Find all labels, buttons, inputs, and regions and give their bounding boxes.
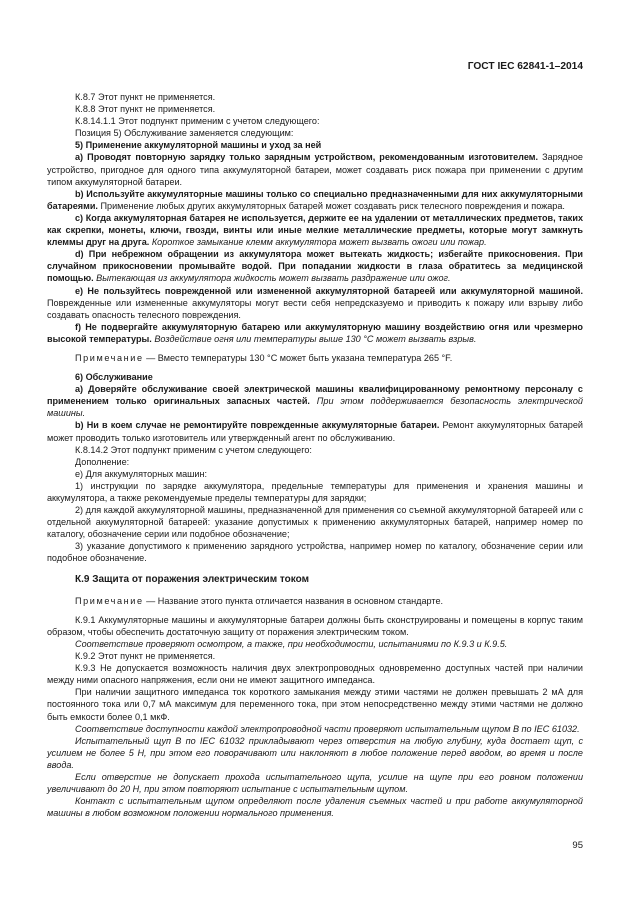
spacer: [47, 565, 583, 574]
clause-k92: К.9.2 Этот пункт не применяется.: [75, 651, 216, 662]
page-number: 95: [572, 840, 583, 851]
section-6-heading: 6) Обслуживание: [75, 372, 153, 383]
item-a-warning: a) Проводят повторную зарядку только зарядным устройством, рекомендованным изготовителем.: [75, 152, 539, 163]
item-d-warning: d) При небрежном обращении из аккумулятора может вытекать жидкость; избегайте прикосновения. При случайном прикосновении промывайте водой. При попадании жидкости в глаза обратитесь за медицинской помощью.: [47, 249, 583, 284]
item-e: [47, 285, 583, 321]
position-5-note: Позиция 5) Обслуживание заменяется следующим:: [75, 128, 294, 139]
test-paragraph-4: Контакт с испытательным щупом определяют после удаления съемных частей и при работе аккумуляторной машины в любом возможном положении нормального применения.: [47, 796, 583, 819]
note-1-label: Примечание: [75, 352, 144, 363]
clause-k8142: К.8.14.2 Этот подпункт применим с учетом следующего:: [75, 444, 312, 455]
item-d-text: Вытекающая из аккумулятора жидкость может вызвать раздражение или ожог.: [93, 273, 451, 284]
note-1: [47, 352, 583, 364]
item-6b-warning: b) Ни в коем случае не ремонтируйте поврежденные аккумуляторные батареи.: [75, 420, 440, 431]
item-d: [47, 248, 583, 284]
item-b: [47, 188, 583, 212]
item-b-text: Применение любых других аккумуляторных батарей может создавать риск телесного повреждения и пожара.: [97, 200, 565, 211]
item-6a-text: При этом поддерживается безопасность электрической машины.: [47, 396, 583, 419]
clause-k91-check: Соответствие проверяют осмотром, а также, при необходимости, испытаниями по К.9.3 и К.9.5.: [75, 638, 508, 649]
item-a-text: Зарядное устройство, пригодное для одного типа аккумуляторной батареи, может создавать риск пожара при применении с другим типом аккумуляторной батареи.: [47, 152, 583, 187]
test-paragraph-1: Соответствие доступности каждой электропроводной части проверяют испытательным щупом В по IEC 61032.: [75, 723, 580, 734]
item-c-warning: c) Когда аккумуляторная батарея не используется, держите ее на удалении от металлических предметов, таких как скрепки, монеты, ключи, гвозди, винты или иные мелкие металлические предметы, которые могут замкнуть клеммы друг на друга.: [47, 212, 583, 248]
test-paragraph-3: Если отверстие не допускает прохода испытательного щупа, усилие на щупе при его ровном положении увеличивают до 20 Н, при этом повторяют испытание с испытательным щупом.: [47, 771, 583, 795]
item-c: [47, 212, 583, 248]
spacer: [47, 345, 583, 352]
clause-k93: К.9.3 Не допускается возможность наличия двух электропроводных одновременно доступных частей при наличии между ними опасного напряжения, если они не имеют защитного импеданса.: [47, 663, 583, 686]
item-6a-warning: a) Доверяйте обслуживание своей электрической машины квалифицированному ремонтному персоналу с применением только оригинальных запасных частей.: [47, 384, 583, 407]
section-k9-title: К.9 Защита от поражения электрическим током: [75, 573, 310, 585]
addition-label: Дополнение:: [75, 456, 130, 467]
item-b-warning: b) Используйте аккумуляторные машины только со специально предназначенными для них аккумуляторными батареями.: [47, 188, 583, 211]
list-item-3: 3) указание допустимого к применению зарядного устройства, например номер по каталогу, обозначение серии или подобное обозначение.: [47, 541, 583, 564]
page-content: [47, 91, 583, 819]
impedance-paragraph: При наличии защитного импеданса ток короткого замыкания между этими частями не должен превышать 2 мА для постоянного тока или 0,7 мА максимум для переменного тока, при этом непосредственно между этими частями не должно быть емкости более 0,1 мкФ.: [47, 687, 583, 722]
note-2-text: — Название этого пункта отличается названия в основном стандарте.: [143, 595, 444, 606]
spacer: [47, 364, 583, 371]
test-paragraph-2: Испытательный щуп В по IEC 61032 прикладывают через отверстия на любую глубину, куда достает щуп, с усилием не более 5 Н, при этом его поворачивают или наклоняют в любое положение перед вводом, во время и после ввода.: [47, 735, 583, 770]
item-e-battery: е) Для аккумуляторных машин:: [75, 468, 208, 479]
spacer: [47, 586, 583, 595]
item-e-warning: e) Не пользуйтесь поврежденной или измененной аккумуляторной батареей или аккумуляторной машиной.: [75, 285, 583, 296]
document-id: ГОСТ IEC 62841-1–2014: [467, 61, 583, 72]
item-a: [47, 151, 583, 187]
note-2: [47, 595, 583, 607]
section-5-heading: 5) Применение аккумуляторной машины и уход за ней: [75, 140, 322, 151]
item-e-text: Поврежденные или измененные аккумуляторы могут вести себя непредсказуемо и приводить к пожару или взрыву либо создавать опасность телесного повреждения.: [47, 297, 583, 320]
item-f-warning: f) Не подвергайте аккумуляторную батарею или аккумуляторную машину воздействию огня или чрезмерно высокой температуры.: [47, 321, 583, 344]
item-f: [47, 321, 583, 345]
item-6b: [47, 419, 583, 443]
list-item-1: 1) инструкции по зарядке аккумулятора, предельные температуры для применения и хранения машины и аккумулятора, а также рекомендуемые пределы температуры для зарядки;: [47, 480, 583, 503]
clause-k87: К.8.7 Этот пункт не применяется.: [75, 92, 216, 102]
clause-k91: К.9.1 Аккумуляторные машины и аккумуляторные батареи должны быть сконструированы и помещены в корпус таким образом, чтобы обеспечить достаточную защиту от поражения электрическим током.: [47, 614, 583, 637]
item-6a: [47, 383, 583, 419]
item-6b-text: Ремонт аккумуляторных батарей может проводить только изготовитель или утвержденный агент по обслуживанию.: [47, 420, 584, 443]
item-f-text: Воздействие огня или температуры выше 130 °С может вызвать взрыв.: [151, 333, 477, 344]
clause-k81411: К.8.14.1.1 Этот подпункт применим с учетом следующего:: [75, 116, 320, 127]
note-2-label: Примечание: [75, 595, 144, 606]
note-1-text: — Вместо температуры 130 °С может быть указана температура 265 °F.: [143, 352, 453, 363]
list-item-2: 2) для каждой аккумуляторной машины, предназначенной для применения со съемной аккумуляторной батареей или с отдельной аккумуляторной батареей: указание допустимых к применению аккумуляторных батарей, например номер по каталогу, обозначение серии или подобное обозначение;: [47, 505, 583, 540]
item-c-text: Короткое замыкание клемм аккумулятора может вызвать ожоги или пожар.: [149, 237, 487, 248]
spacer: [47, 607, 583, 614]
clause-k88: К.8.8 Этот пункт не применяется.: [75, 104, 216, 115]
